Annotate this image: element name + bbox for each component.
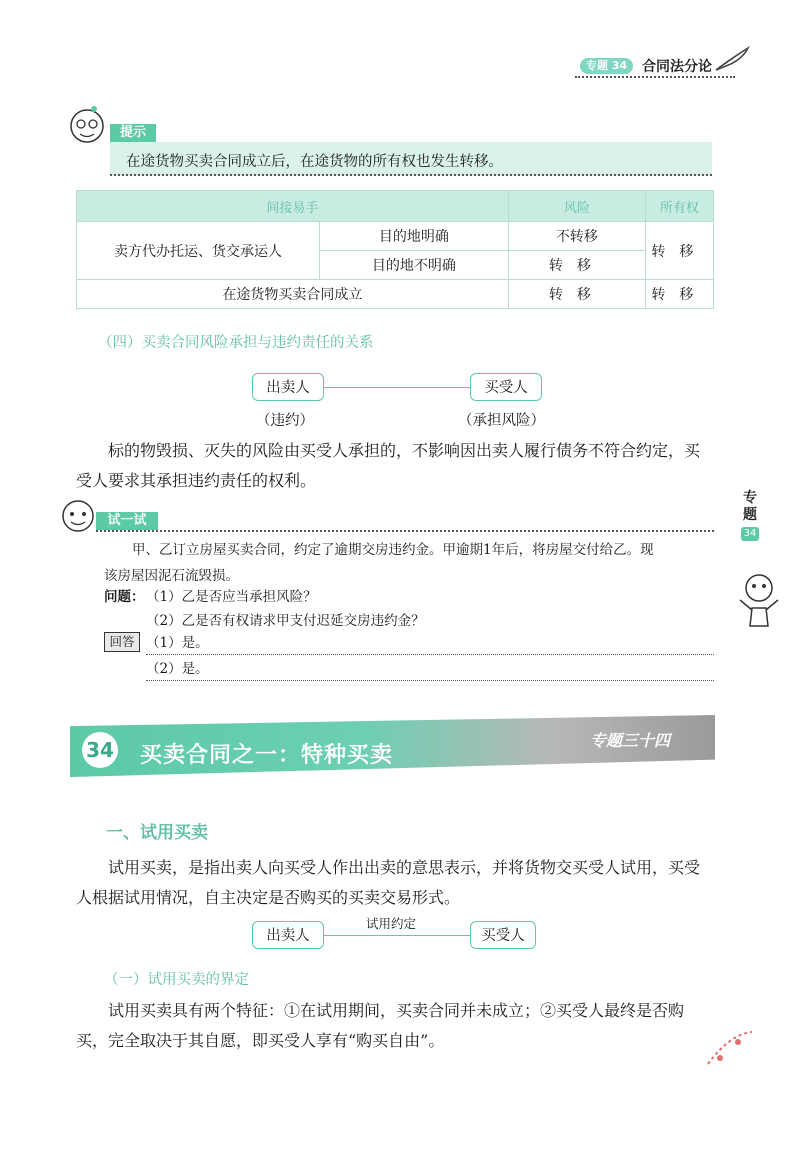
answer-label: 回答 (104, 632, 140, 652)
mascot-icon (734, 570, 784, 630)
flow-box-seller: 出卖人 (252, 373, 324, 401)
table-cell: 目的地明确 (320, 222, 509, 251)
flow-note-breach: （违约） (256, 413, 314, 429)
flow-connector (322, 935, 472, 936)
section-heading: 一、试用买卖 (106, 823, 208, 843)
paragraph-line: 标的物毁损、灭失的风险由买受人承担的，不影响因出卖人履行债务不符合约定，买 (108, 441, 701, 460)
flow-box-seller: 出卖人 (252, 921, 324, 949)
header-topic-badge: 专题 34 (580, 58, 633, 74)
table-cell: 在途货物买卖合同成立 (77, 280, 509, 309)
paragraph-line: 买，完全取决于其自愿，即买受人享有“购买自由”。 (76, 1031, 445, 1050)
table-header-row (77, 191, 714, 222)
side-tab-number: 34 (741, 527, 759, 541)
paragraph-line: 人根据试用情况，自主决定是否购买的买卖交易形式。 (76, 888, 461, 907)
chapter-number: 34 (82, 732, 118, 768)
risk-ownership-table (76, 190, 714, 309)
side-tab-text: 专题 (743, 490, 757, 523)
paragraph (76, 853, 716, 913)
side-tab-label (738, 490, 762, 524)
table-row (77, 222, 714, 251)
table-cell: 转移 (645, 280, 713, 309)
practice-case-line: 该房屋因泥石流毁损。 (104, 568, 239, 584)
table-cell: 目的地不明确 (320, 251, 509, 280)
paragraph (76, 996, 716, 1056)
chapter-label: 专题三十四 (590, 731, 671, 750)
table-cell: 不转移 (508, 222, 645, 251)
flow-label: 试用约定 (366, 916, 417, 931)
flow-box-buyer: 买受人 (470, 373, 542, 401)
tip-text: 在途货物买卖合同成立后，在途货物的所有权也发生转移。 (126, 154, 503, 170)
table-cell: 转移 (508, 280, 645, 309)
tip-tag: 提示 (110, 124, 156, 142)
book-title: 合同法分论 (642, 59, 712, 75)
sub-heading: （一）试用买卖的界定 (104, 972, 249, 988)
table-row (77, 280, 714, 309)
practice-case (104, 537, 724, 589)
practice-rule (96, 530, 714, 532)
question-item: （1）乙是否应当承担风险？ (146, 589, 317, 605)
paragraph-line: 试用买卖，是指出卖人向买受人作出出卖的意思表示，并将货物交买受人试用，买受 (108, 858, 701, 877)
practice-case-line: 甲、乙订立房屋买卖合同，约定了逾期交房违约金。甲逾期1年后，将房屋交付给乙。现 (132, 542, 654, 558)
answer-rule (146, 654, 714, 655)
chapter-title: 买卖合同之一：特种买卖 (140, 743, 394, 768)
table-cell: 转移 (645, 222, 713, 280)
answer-rule (146, 680, 714, 681)
answer-item: （1）是。 (146, 635, 209, 651)
table-cell: 转移 (508, 251, 645, 280)
section-heading: （四）买卖合同风险承担与违约责任的关系 (98, 335, 374, 351)
practice-tag: 试一试 (96, 512, 158, 530)
table-header-cell: 间接易手 (77, 191, 509, 222)
question-label: 问题： (104, 589, 145, 605)
flow-box-buyer: 买受人 (470, 921, 536, 949)
feather-icon (712, 44, 752, 74)
paragraph-line: 试用买卖具有两个特征：①在试用期间，买卖合同并未成立；②买受人最终是否购 (108, 1001, 685, 1020)
flow-connector (322, 387, 472, 388)
table-cell: 卖方代办托运、货交承运人 (77, 222, 320, 280)
mascot-icon (58, 496, 98, 536)
stamp-icon (700, 1024, 760, 1074)
header-rule (575, 76, 735, 78)
question-item: （2）乙是否有权请求甲支付迟延交房违约金？ (146, 613, 425, 629)
paragraph-line: 受人要求其承担违约责任的权利。 (76, 471, 317, 490)
table-header-cell: 风险 (508, 191, 645, 222)
paragraph (76, 436, 716, 496)
flow-note-risk: （承担风险） (458, 413, 545, 429)
mascot-icon (66, 104, 108, 148)
table-header-cell: 所有权 (645, 191, 713, 222)
answer-item: （2）是。 (146, 661, 209, 677)
